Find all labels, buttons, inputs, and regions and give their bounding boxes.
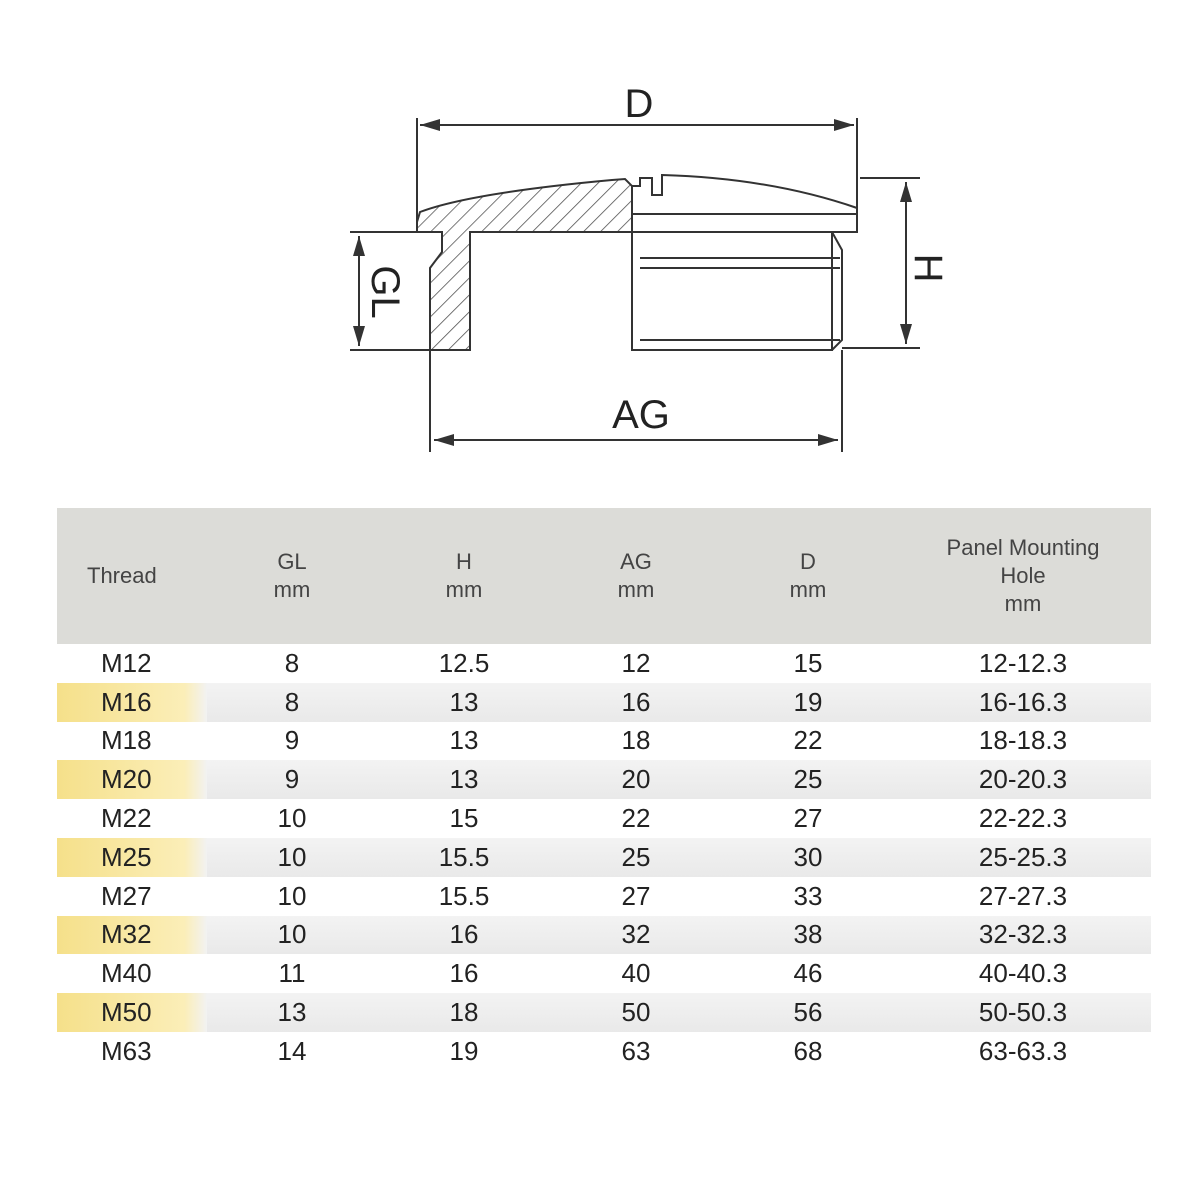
- cell-h: 13: [377, 760, 551, 799]
- cell-ag: 63: [621, 1035, 651, 1066]
- cell-panel-mounting-hole: 20-20.3: [895, 760, 1151, 799]
- cell-gl: 11: [278, 958, 306, 989]
- column-header-ag: [551, 508, 721, 644]
- cell-thread: M27: [101, 880, 152, 911]
- cell-h: 12.5: [438, 647, 490, 678]
- cell-d: 38: [721, 916, 895, 955]
- exterior-view: [632, 175, 857, 350]
- cell-h: 13: [377, 683, 551, 722]
- table-row: [57, 877, 1151, 916]
- cell-d: 22: [793, 725, 823, 756]
- cell-thread: M25: [57, 838, 207, 877]
- cell-gl: 10: [277, 880, 307, 911]
- column-header-line: mm: [445, 577, 483, 602]
- cell-ag: 18: [621, 725, 651, 756]
- blanking-plug-technical-drawing: [0, 0, 1200, 490]
- cell-d: 68: [793, 1035, 823, 1066]
- cell-thread: M40: [101, 958, 152, 989]
- cell-thread: M50: [57, 993, 207, 1032]
- table-row: [57, 760, 1151, 799]
- column-header-line: Thread: [87, 563, 157, 588]
- cell-ag: 22: [621, 803, 651, 834]
- cell-panel-mounting-hole: 63-63.3: [978, 1035, 1068, 1066]
- cell-gl: 8: [207, 683, 377, 722]
- cell-gl: 10: [207, 838, 377, 877]
- cell-d: 27: [793, 803, 823, 834]
- cell-ag: 40: [621, 958, 651, 989]
- specification-table: [57, 508, 1151, 1071]
- column-header-line: H: [456, 549, 472, 574]
- table-header-row: [57, 508, 1151, 644]
- column-header-line: AG: [620, 549, 652, 574]
- cell-panel-mounting-hole: 16-16.3: [895, 683, 1151, 722]
- column-header-thread: [57, 508, 207, 644]
- cell-thread: M32: [57, 916, 207, 955]
- cell-panel-mounting-hole: 22-22.3: [978, 803, 1068, 834]
- cell-thread: M18: [101, 725, 152, 756]
- cell-thread: M63: [101, 1035, 152, 1066]
- cell-panel-mounting-hole: 18-18.3: [978, 725, 1068, 756]
- column-header-h: [377, 508, 551, 644]
- cell-panel-mounting-hole: 50-50.3: [895, 993, 1151, 1032]
- table-row: [57, 1032, 1151, 1071]
- cell-thread: M12: [101, 647, 152, 678]
- cell-ag: 16: [551, 683, 721, 722]
- table-row: [57, 799, 1151, 838]
- cell-d: 19: [721, 683, 895, 722]
- cell-d: 56: [721, 993, 895, 1032]
- table-row: [57, 838, 1151, 877]
- cell-h: 16: [449, 958, 479, 989]
- cell-d: 33: [793, 880, 823, 911]
- cell-d: 25: [721, 760, 895, 799]
- cell-d: 46: [793, 958, 823, 989]
- cell-h: 15.5: [377, 838, 551, 877]
- cell-gl: 10: [277, 803, 307, 834]
- column-header-d: [721, 508, 895, 644]
- cell-gl: 9: [207, 760, 377, 799]
- cell-thread: M20: [57, 760, 207, 799]
- section-view: [417, 179, 632, 350]
- cell-ag: 12: [621, 647, 651, 678]
- column-header-line: mm: [789, 577, 827, 602]
- column-header-line: mm: [617, 577, 655, 602]
- table-row: [57, 916, 1151, 955]
- cell-panel-mounting-hole: 40-40.3: [978, 958, 1068, 989]
- column-header-gl: [207, 508, 377, 644]
- cell-gl: 9: [284, 725, 300, 756]
- cell-thread: M16: [57, 683, 207, 722]
- cell-ag: 32: [551, 916, 721, 955]
- cell-gl: 14: [277, 1035, 307, 1066]
- table-body: [57, 644, 1151, 1071]
- cell-d: 30: [721, 838, 895, 877]
- cell-h: 19: [449, 1035, 479, 1066]
- table-row: [57, 683, 1151, 722]
- cell-ag: 20: [551, 760, 721, 799]
- cell-h: 15.5: [438, 880, 490, 911]
- table-row: [57, 954, 1151, 993]
- cell-panel-mounting-hole: 27-27.3: [978, 880, 1068, 911]
- cell-ag: 50: [551, 993, 721, 1032]
- label-ag: AG: [612, 393, 670, 437]
- cell-thread: M22: [101, 803, 152, 834]
- cell-d: 15: [793, 647, 823, 678]
- cell-gl: 8: [284, 647, 300, 678]
- cell-panel-mounting-hole: 25-25.3: [895, 838, 1151, 877]
- column-header-line: mm: [1004, 591, 1042, 616]
- column-header-line: mm: [273, 577, 311, 602]
- column-header-line: GL: [277, 549, 307, 574]
- label-d: D: [624, 82, 654, 126]
- table-row: [57, 722, 1151, 761]
- label-gl: GL: [363, 265, 407, 319]
- cell-h: 13: [449, 725, 479, 756]
- label-h: H: [906, 253, 950, 283]
- cell-panel-mounting-hole: 32-32.3: [895, 916, 1151, 955]
- cell-ag: 25: [551, 838, 721, 877]
- cell-gl: 13: [207, 993, 377, 1032]
- table-row: [57, 993, 1151, 1032]
- column-header-panel-mounting-hole: [895, 508, 1151, 644]
- cell-gl: 10: [207, 916, 377, 955]
- cell-panel-mounting-hole: 12-12.3: [978, 647, 1068, 678]
- cell-ag: 27: [621, 880, 651, 911]
- column-header-line: D: [800, 549, 816, 574]
- column-header-line: Hole: [1000, 563, 1046, 588]
- cell-h: 18: [377, 993, 551, 1032]
- cell-h: 16: [377, 916, 551, 955]
- cell-h: 15: [449, 803, 479, 834]
- column-header-line: Panel Mounting: [946, 535, 1100, 560]
- table-row: [57, 644, 1151, 683]
